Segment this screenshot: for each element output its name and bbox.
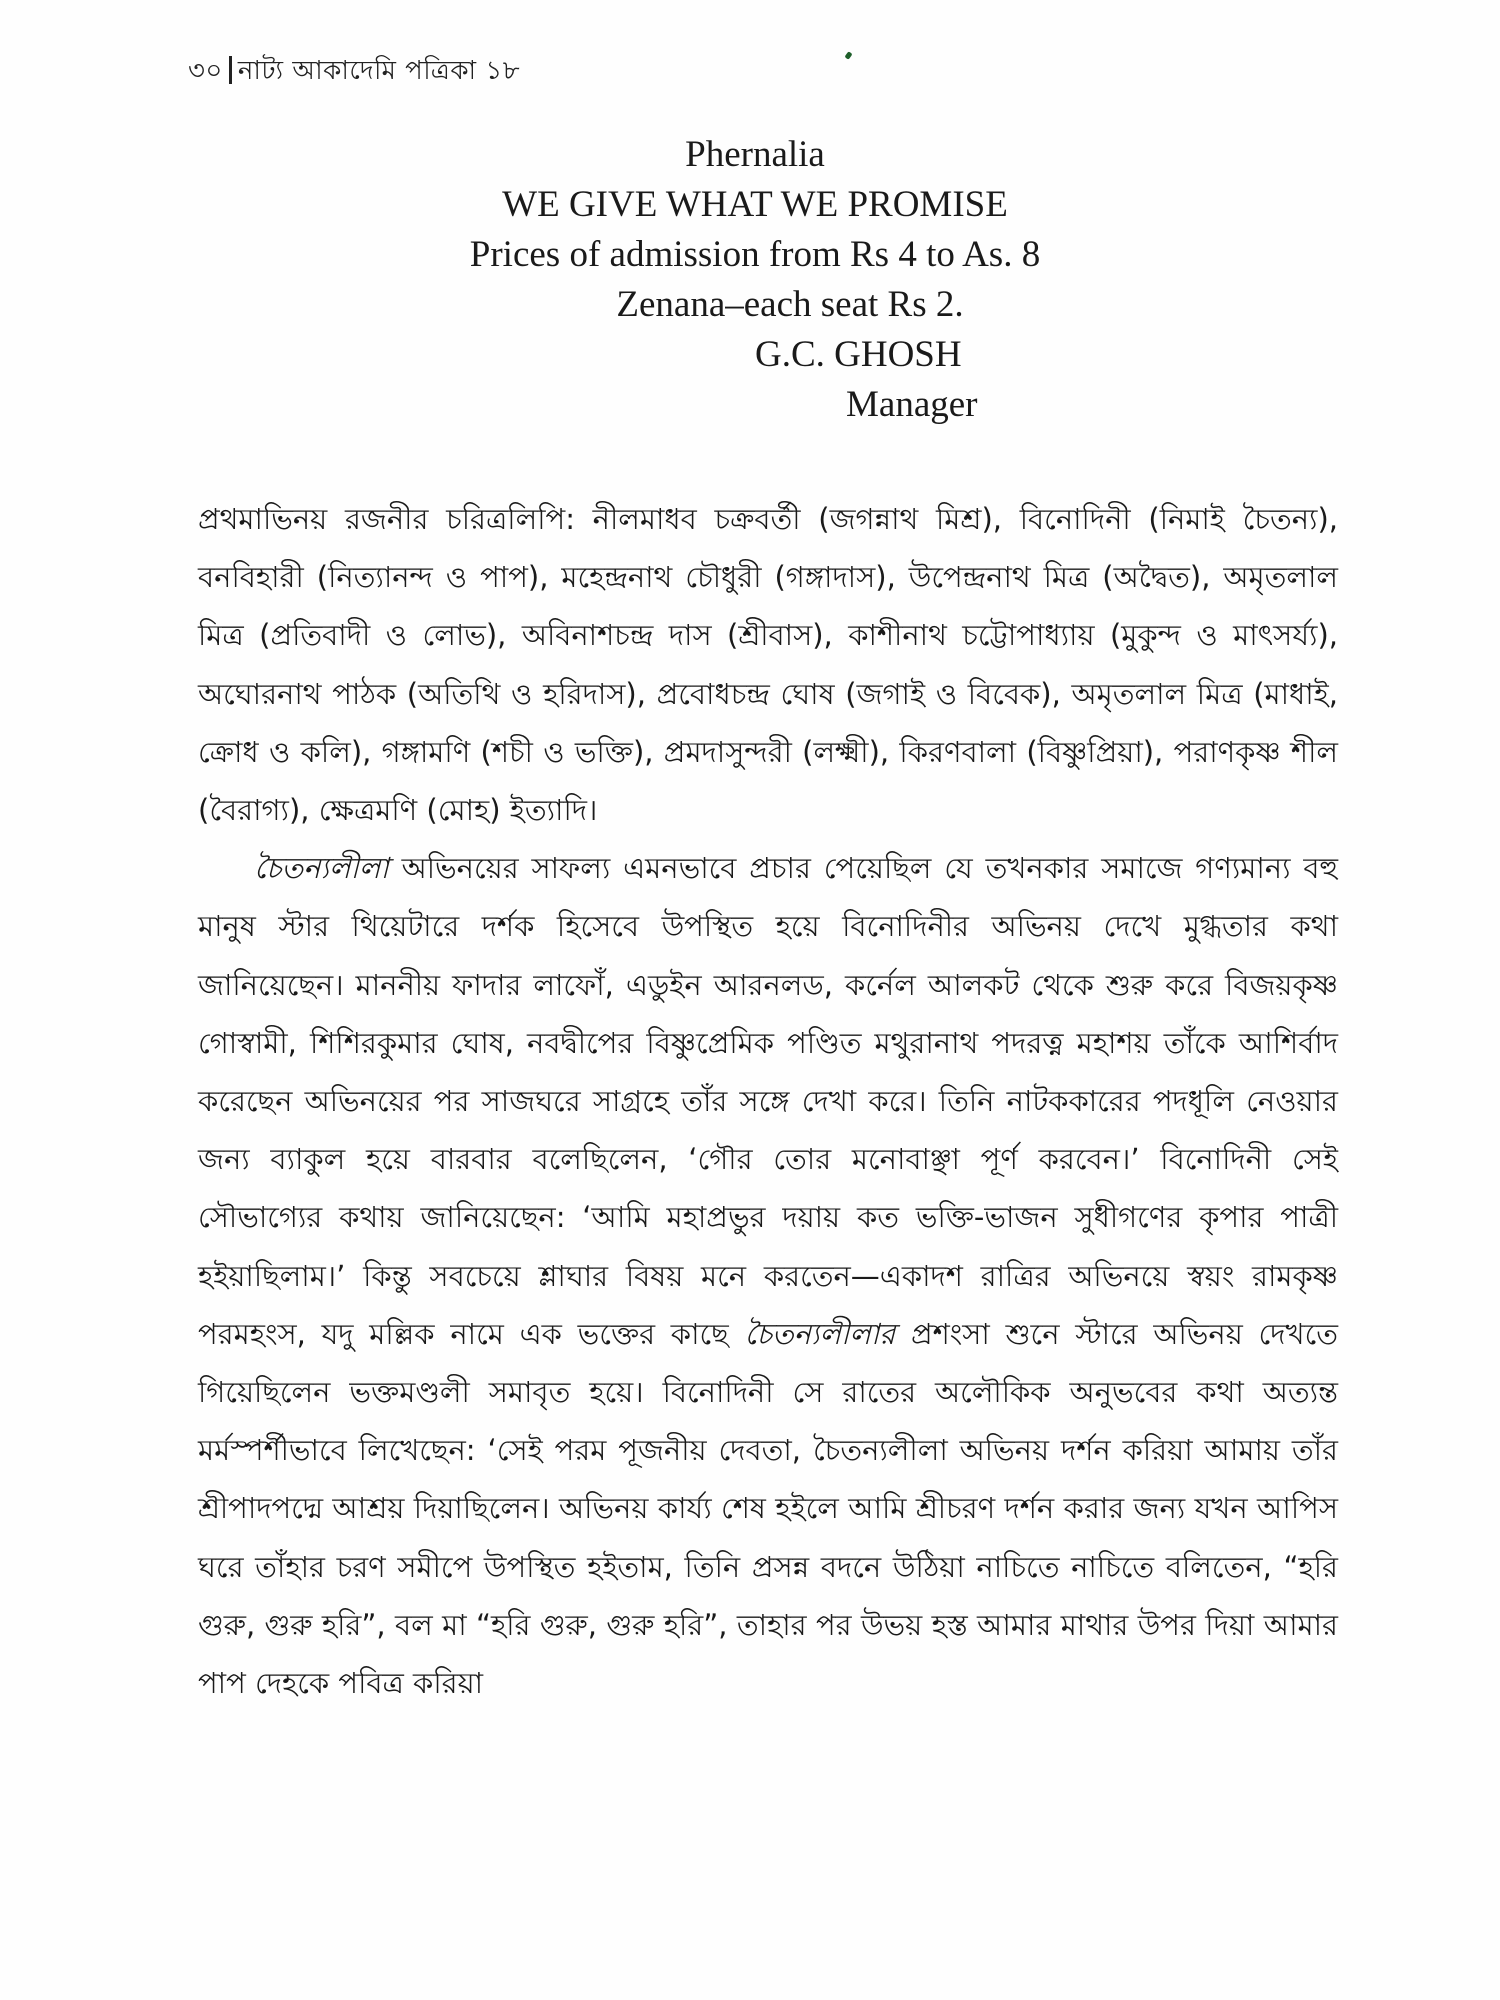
reception-text-part1: অভিনয়ের সাফল্য এমনভাবে প্রচার পেয়েছিল যে তখনকার সমাজে গণ্যমান্য বহু মানুষ স্টার থিয়েটারে দর্শক হিসেবে উপস্থিত হয়ে বিনোদিনীর অভিনয় দেখে মুগ্ধতার কথা জানিয়েছেন। মাননীয় ফাদার লাফোঁ, এডুইন আরনলড, কর্নেল আলকট থেকে শুরু করে বিজয়কৃষ্ণ গোস্বামী, শিশিরকুমার ঘোষ, নবদ্বীপের বিষ্ণুপ্রেমিক পণ্ডিত মথুরানাথ পদরত্ন মহাশয় তাঁকে আশির্বাদ করেছেন অভিনয়ের পর সাজঘরে সাগ্রহে তাঁর সঙ্গে দেখা করে। তিনি নাটককারের পদধূলি নেওয়ার জন্য ব্যাকুল হয়ে বারবার বলেছিলেন, ‘গৌর তোর মনোবাঞ্ছা পূর্ণ করবেন।’ বিনোদিনী সেই সৌভাগ্যের কথায় জানিয়েছেন: ‘আমি মহাপ্রভুর দয়ায় কত ভক্তি-ভাজন সুধীগণের কৃপার পাত্রী হইয়াছিলাম।’ কিন্তু সবচেয়ে শ্লাঘার বিষয় মনে করতেন—একাদশ রাত্রির অভিনয়ে স্বয়ং রামকৃষ্ণ পরমহংস, যদু মল্লিক নামে এক ভক্তের কাছে (198, 851, 1338, 1351)
ad-line-slogan: WE GIVE WHAT WE PROMISE (502, 184, 1008, 225)
reception-text-part2: প্রশংসা শুনে স্টারে অভিনয় দেখতে গিয়েছিলেন ভক্তমণ্ডলী সমাবৃত হয়ে। বিনোদিনী সে রাতের অলৌকিক অনুভবের কথা অত্যন্ত মর্মস্পর্শীভাবে লিখেছেন: ‘সেই পরম পূজনীয় দেবতা, চৈতন্যলীলা অভিনয় দর্শন করিয়া আমায় তাঁর শ্রীপাদপদ্মে আশ্রয় দিয়াছিলেন। অভিনয় কার্য্য শেষ হইলে আমি শ্রীচরণ দর্শন করার জন্য যখন আপিস ঘরে তাঁহার চরণ সমীপে উপস্থিত হইতাম, তিনি প্রসন্ন বদনে উঠিয়া নাচিতে নাচিতে বলিতেন, “হরি গুরু, গুরু হরি”, বল মা “হরি গুরু, গুরু হরি”, তাহার পর উভয় হস্ত আমার মাথার উপর দিয়া আমার পাপ দেহকে পবিত্র করিয়া (198, 1316, 1338, 1701)
ad-line-phernalia: Phernalia (685, 134, 825, 175)
theatre-advertisement (0, 130, 1500, 430)
ad-line-prices: Prices of admission from Rs 4 to As. 8 (469, 234, 1041, 275)
ad-line-designation: Manager (846, 384, 978, 425)
header-separator (229, 56, 232, 84)
journal-title: নাট্য আকাদেমি পত্রিকা ১৮ (237, 56, 521, 86)
ad-line-signatory: G.C. GHOSH (755, 334, 962, 375)
page-number: ৩০ (188, 56, 223, 86)
ad-line-zenana: Zenana–each seat Rs 2. (616, 284, 964, 325)
play-title-italic-possessive: চৈতন্যলীলার (744, 1316, 896, 1351)
running-header (188, 50, 520, 94)
cast-list-paragraph: প্রথমাভিনয় রজনীর চরিত্রলিপি: নীলমাধব চক্রবর্তী (জগন্নাথ মিশ্র), বিনোদিনী (নিমাই চৈতন্য), বনবিহারী (নিত্যানন্দ ও পাপ), মহেন্দ্রনাথ চৌধুরী (গঙ্গাদাস), উপেন্দ্রনাথ মিত্র (অদ্বৈত), অমৃতলাল মিত্র (প্রতিবাদী ও লোভ), অবিনাশচন্দ্র দাস (শ্রীবাস), কাশীনাথ চট্টোপাধ্যায় (মুকুন্দ ও মাৎসর্য্য), অঘোরনাথ পাঠক (অতিথি ও হরিদাস), প্রবোধচন্দ্র ঘোষ (জগাই ও বিবেক), অমৃতলাল মিত্র (মাধাই, ক্রোধ ও কলি), গঙ্গামণি (শচী ও ভক্তি), প্রমদাসুন্দরী (লক্ষ্মী), কিরণবালা (বিষ্ণুপ্রিয়া), পরাণকৃষ্ণ শীল (বৈরাগ্য), ক্ষেত্রমণি (মোহ) ইত্যাদি। (198, 502, 1338, 828)
article-body (198, 490, 1338, 1712)
ink-speck (844, 51, 852, 60)
play-title-italic: চৈতন্যলীলা (254, 851, 389, 886)
reception-paragraph (198, 839, 1338, 1712)
